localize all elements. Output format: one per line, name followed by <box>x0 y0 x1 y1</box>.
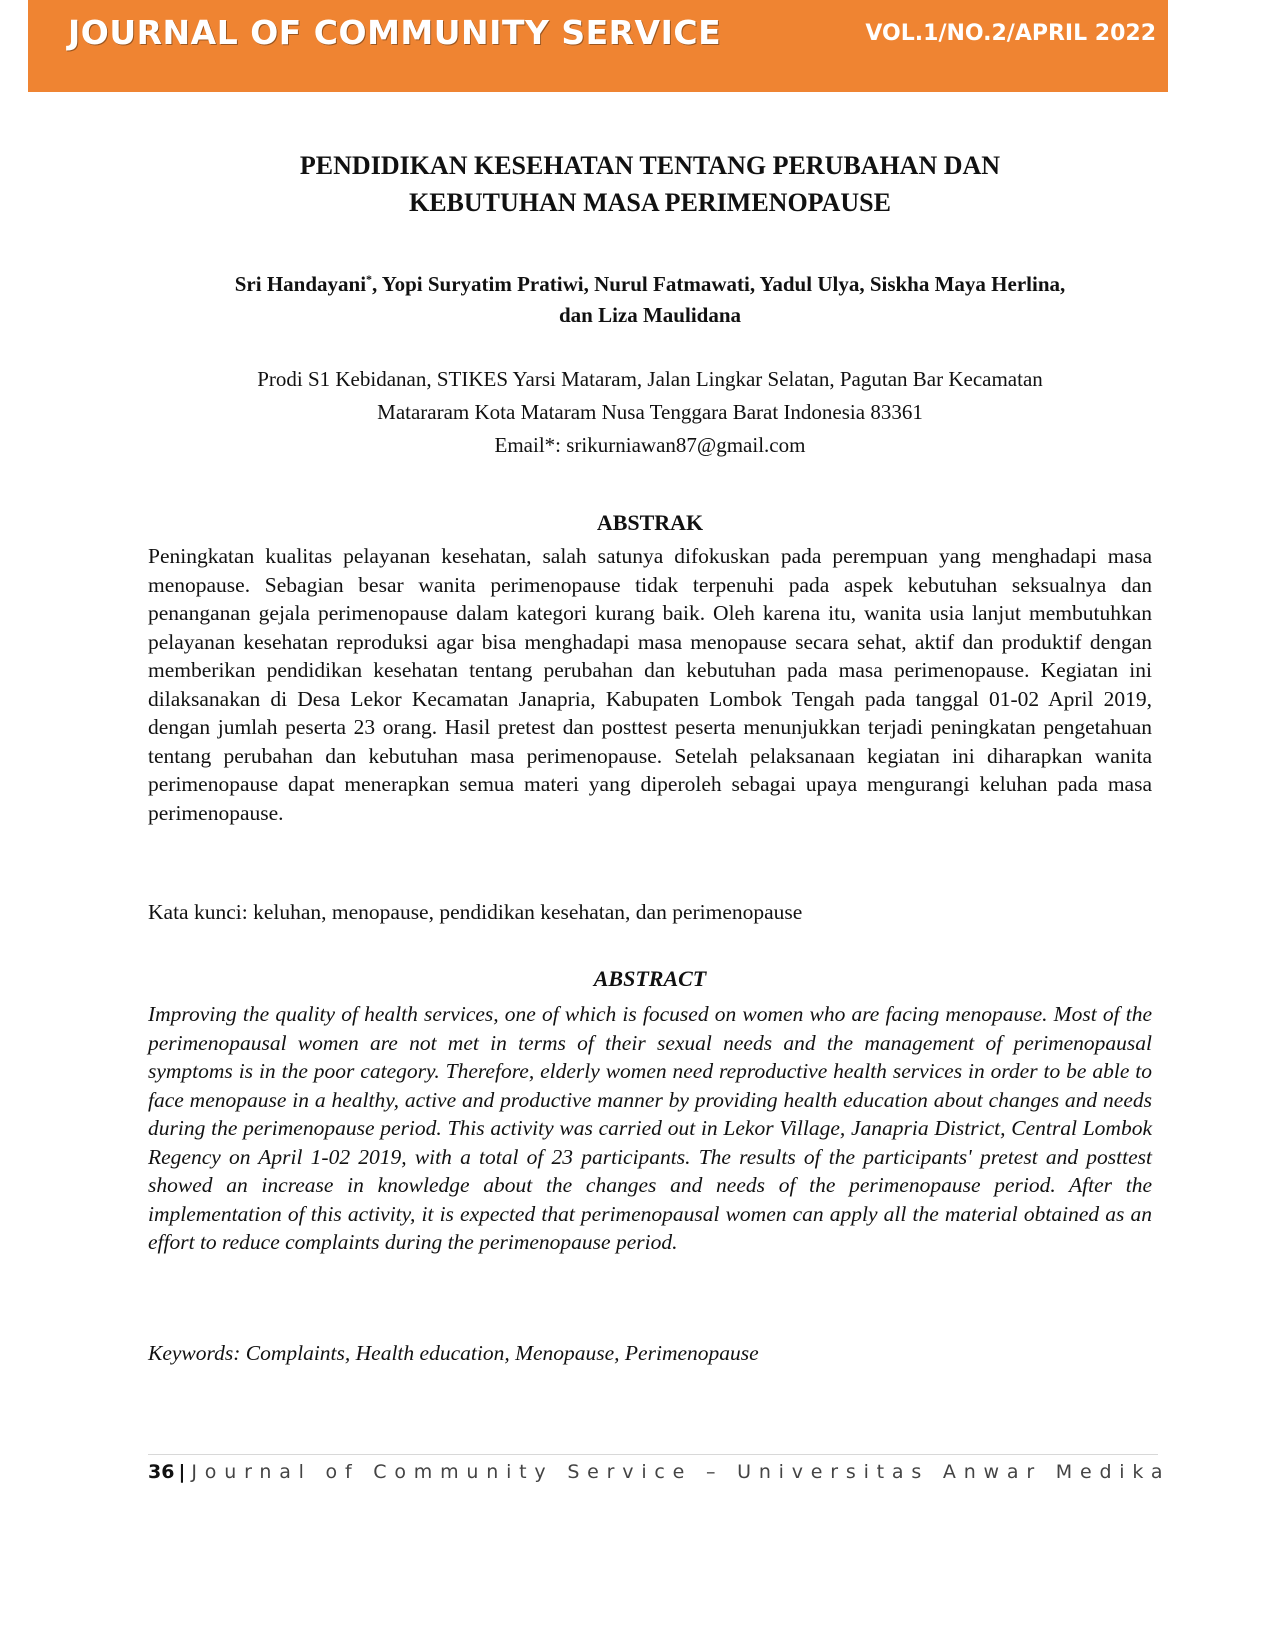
paper-title <box>150 147 1150 221</box>
abstrak-text: Peningkatan kualitas pelayanan kesehatan, salah satunya difokuskan pada perempuan yang menghadapi masa menopause. Sebagian besar wanita perimenopause tidak terpenuhi pada aspek kebutuhan seksualnya dan penanganan gejala perimenopause dalam kategori kurang baik. Oleh karena itu, wanita usia lanjut membutuhkan pelayanan kesehatan reproduksi agar bisa menghadapi masa menopause secara sehat, aktif dan produktif dengan memberikan pendidikan kesehatan tentang perubahan dan kebutuhan pada masa perimenopause. Kegiatan ini dilaksanakan di Desa Lekor Kecamatan Janapria, Kabupaten Lombok Tengah pada tanggal 01-02 April 2019, dengan jumlah peserta 23 orang. Hasil pretest dan posttest peserta menunjukkan terjadi peningkatan pengetahuan tentang perubahan dan kebutuhan masa perimenopause. Setelah pelaksanaan kegiatan ini diharapkan wanita perimenopause dapat menerapkan semua materi yang diperoleh sebagai upaya mengurangi keluhan pada masa perimenopause. <box>148 544 1152 825</box>
author-line-1 <box>130 264 1170 300</box>
abstract-heading: ABSTRACT <box>593 966 707 991</box>
footer-separator: | <box>178 1461 186 1483</box>
author-list <box>130 264 1170 331</box>
corresponding-author-mark: * <box>366 272 373 286</box>
paper-title-line-2: KEBUTUHAN MASA PERIMENOPAUSE <box>408 188 891 217</box>
author-line-2: dan Liza Maulidana <box>558 303 742 327</box>
author-email: Email*: srikurniawan87@gmail.com <box>494 433 806 457</box>
abstrak-heading: ABSTRAK <box>596 510 704 535</box>
abstract-text: Improving the quality of health services, one of which is focused on women who are facing menopause. Most of the perimenopausal women are not met in terms of their sexual needs and the management of perimenopausal symptoms is in the poor category. Therefore, elderly women need reproductive health services in order to be able to face menopause in a healthy, active and productive manner by providing health education about changes and needs during the perimenopause period. This activity was carried out in Lekor Village, Janapria District, Central Lombok Regency on April 1-02 2019, with a total of 23 participants. The results of the participants' pretest and posttest showed an increase in knowledge about the changes and needs of the perimenopause period. After the implementation of this activity, it is expected that perimenopausal women can apply all the material obtained as an effort to reduce complaints during the perimenopause period. <box>148 1002 1152 1254</box>
coauthors: , Yopi Suryatim Pratiwi, Nurul Fatmawati, Yadul Ulya, Siskha Maya Herlina, <box>372 272 1066 296</box>
volume-issue: VOL.1/NO.2/APRIL 2022 <box>865 21 1156 46</box>
affiliation-line-2: Matararam Kota Mataram Nusa Tenggara Barat Indonesia 83361 <box>377 400 923 424</box>
affiliation <box>130 363 1170 462</box>
page-footer <box>148 1461 1170 1483</box>
journal-header-band <box>28 0 1168 92</box>
journal-name: JOURNAL OF COMMUNITY SERVICE <box>68 13 722 52</box>
page-number: 36 <box>148 1461 175 1483</box>
affiliation-line-1: Prodi S1 Kebidanan, STIKES Yarsi Mataram, Jalan Lingkar Selatan, Pagutan Bar Kecamatan <box>257 367 1043 391</box>
kata-kunci: Kata kunci: keluhan, menopause, pendidikan kesehatan, dan perimenopause <box>148 900 803 924</box>
footer-journal-text: Journal of Community Service – Universitas Anwar Medika <box>191 1461 1171 1483</box>
keywords: Keywords: Complaints, Health education, Menopause, Perimenopause <box>148 1341 759 1365</box>
paper-title-line-1: PENDIDIKAN KESEHATAN TENTANG PERUBAHAN DAN <box>299 151 1001 180</box>
corresponding-author: Sri Handayani <box>234 272 367 296</box>
footer-divider <box>148 1454 1158 1455</box>
